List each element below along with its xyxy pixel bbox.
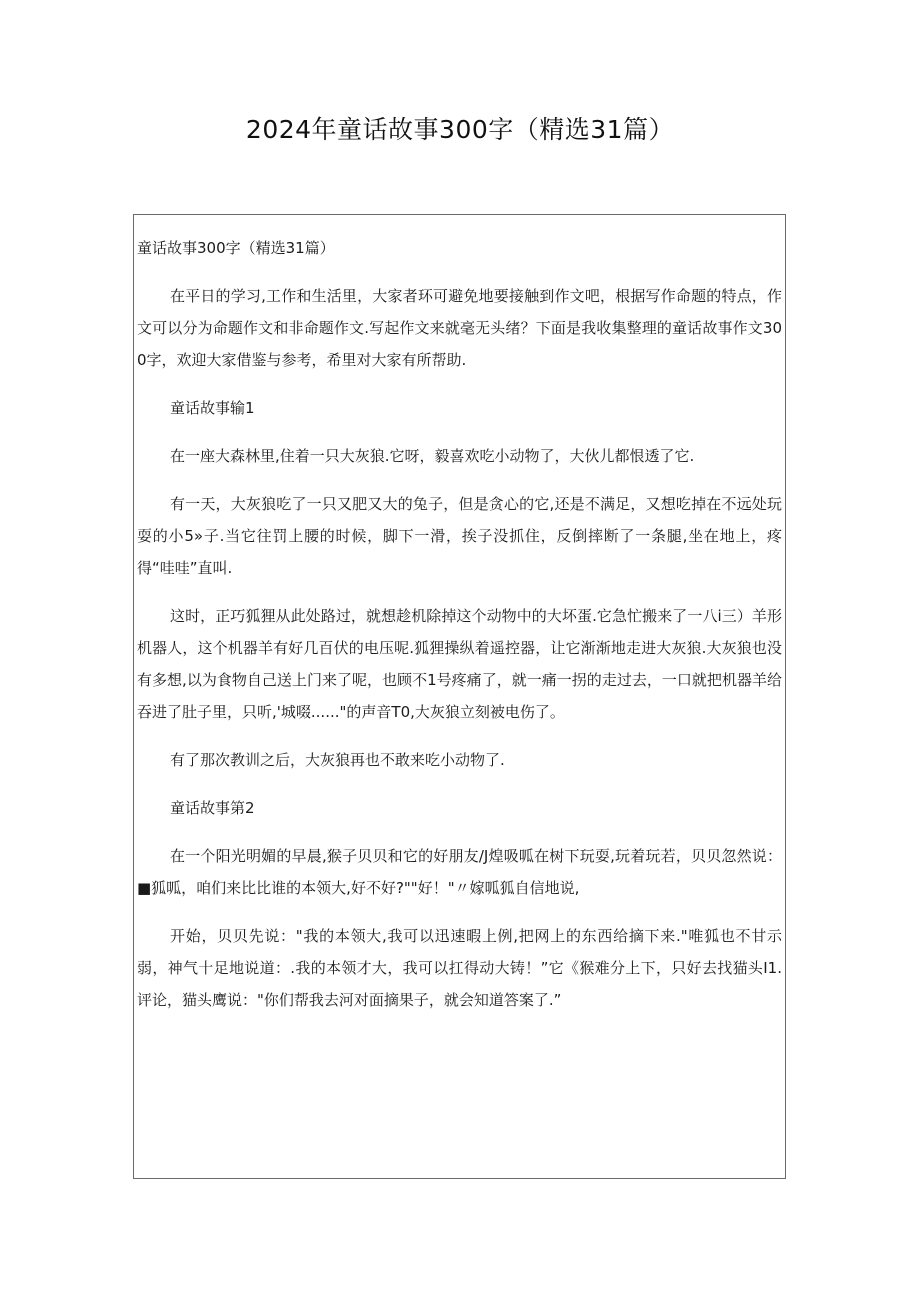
story-2-paragraph-2: 开始，贝贝先说："我的本领大,我可以迅速暇上例,把网上的东西给摘下来."唯狐也不甘示弱，神气十足地说道：.我的本领才大，我可以扛得动大铸！”它《猴难分上下，只好去找猫头I1.评论，猫头鹰说："你们帮我去河对面摘果子，就会知道答案了.” — [137, 927, 782, 1009]
body-text — [137, 280, 782, 1032]
content-box — [133, 214, 786, 1179]
document-subtitle: 童话故事300字（精选31篇） — [137, 239, 335, 257]
intro-paragraph: 在平日的学习,工作和生活里，大家者环可避免地要接触到作文吧，根据写作命题的特点，作文可以分为命题作文和非命题作文.写起作文来就毫无头绪？下面是我收集整理的童话故事作文300字，欢迎大家借鉴与参考，希里对大家有所帮助. — [137, 287, 782, 369]
story-1-paragraph-3: 这时，正巧狐狸从此处路过，就想趁机除掉这个动物中的大坏蛋.它急忙搬来了一八i三）羊形机器人，这个机器羊有好几百伏的电压呢.狐狸操纵着遥控器，让它渐渐地走进大灰狼.大灰狼也没有多想,以为食物自己送上门来了呢，也顾不1号疼痛了，就一痛一拐的走过去，一口就把机器羊给吞进了肚子里，只听,'城啜......"的声音T0,大灰狼立刻被电伤了。 — [137, 607, 782, 721]
story-2-paragraph-1: 在一个阳光明媚的早晨,猴子贝贝和它的好朋友/J煌吸呱在树下玩耍,玩着玩若，贝贝忽然说：■狐呱，咱们来比比谁的本领大,好不好?""好！"〃嫁呱狐自信地说, — [137, 847, 782, 897]
story-1-heading: 童话故事输1 — [170, 399, 255, 417]
story-1-paragraph-4: 有了那次教训之后，大灰狼再也不敢来吃小动物了. — [170, 751, 505, 769]
story-2-heading: 童话故事第2 — [170, 799, 255, 817]
document-title: 2024年童话故事300字（精选31篇） — [245, 115, 675, 144]
story-1-paragraph-2: 有一天，大灰狼吃了一只又肥又大的兔子，但是贪心的它,还是不满足，又想吃掉在不远处玩耍的小5»子.当它往罚上腰的时候，脚下一滑，挨子没抓住，反倒摔断了一条腿,坐在地上，疼得“哇哇”直叫. — [137, 495, 782, 577]
story-1-paragraph-1: 在一座大森林里,住着一只大灰狼.它呀，毅喜欢吃小动物了，大伙儿都恨透了它. — [170, 447, 695, 465]
